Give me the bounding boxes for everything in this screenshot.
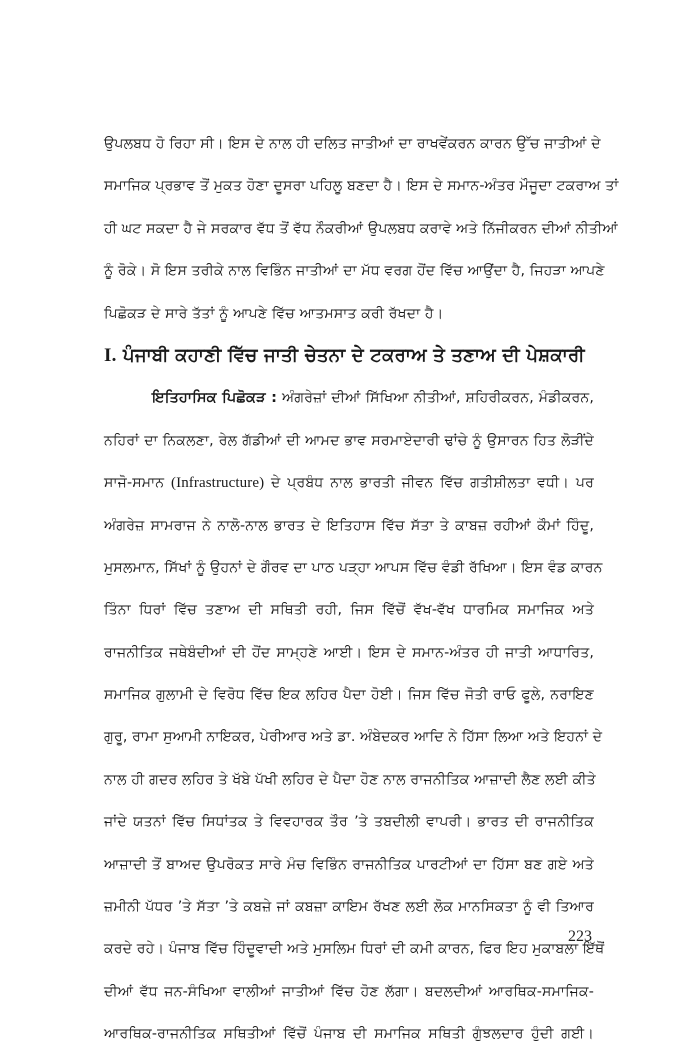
text-line: ਨਹਿਰਾਂ ਦਾ ਨਿਕਲਣਾ, ਰੇਲ ਗੱਡੀਆਂ ਦੀ ਆਮਦ ਭਾਵ ਸਰਮਾਏਦਾਰੀ ਢਾਂਚੇ ਨੂੰ ਉਸਾਰਨ ਹਿਤ ਲੋੜੀਂਦੇ xyxy=(104,432,594,449)
continuation-paragraph xyxy=(104,123,619,335)
text-line: ਗੁਰੂ, ਰਾਮਾ ਸੁਆਮੀ ਨਾਇਕਰ, ਪੇਰੀਆਰ ਅਤੇ ਡਾ. ਅੰਬੇਦਕਰ ਆਦਿ ਨੇ ਹਿੱਸਾ ਲਿਆ ਅਤੇ ਇਹਨਾਂ ਦੇ xyxy=(104,729,603,746)
text-line: ਜ਼ਮੀਨੀ ਪੱਧਰ ’ਤੇ ਸੱਤਾ ’ਤੇ ਕਬਜ਼ੇ ਜਾਂ ਕਬਜ਼ਾ ਕਾਇਮ ਰੱਖਣ ਲਈ ਲੋਕ ਮਾਨਸਿਕਤਾ ਨੂੰ ਵੀ ਤਿਆਰ xyxy=(104,899,594,916)
text-line xyxy=(104,462,594,504)
section-title: ਪੰਜਾਬੀ ਕਹਾਣੀ ਵਿੱਚ ਜਾਤੀ ਚੇਤਨਾ ਦੇ ਟਕਰਾਅ ਤੇ ਤਣਾਅ ਦੀ ਪੇਸ਼ਕਾਰੀ xyxy=(123,344,585,366)
text-fragment: ਅੰਗਰੇਜ਼ਾਂ ਦੀਆਂ ਸਿੱਖਿਆ ਨੀਤੀਆਂ, ਸ਼ਹਿਰੀਕਰਨ, ਮੰਡੀਕਰਨ, xyxy=(281,390,594,407)
section-heading xyxy=(104,335,594,377)
text-line: ਨਾਲ ਹੀ ਗਦਰ ਲਹਿਰ ਤੇ ਖੱਬੇ ਪੱਖੀ ਲਹਿਰ ਦੇ ਪੈਦਾ ਹੋਣ ਨਾਲ ਰਾਜਨੀਤਿਕ ਆਜ਼ਾਦੀ ਲੈਣ ਲਈ ਕੀਤੇ xyxy=(104,771,596,788)
subsection-lead-label: ਇਤਿਹਾਸਿਕ ਪਿਛੋਕੜ : xyxy=(152,389,278,407)
historical-background-paragraph xyxy=(104,377,605,1055)
text-line: ਆਜ਼ਾਦੀ ਤੋਂ ਬਾਅਦ ਉਪਰੋਕਤ ਸਾਰੇ ਮੰਚ ਵਿਭਿੰਨ ਰਾਜਨੀਤਿਕ ਪਾਰਟੀਆਂ ਦਾ ਹਿੱਸਾ ਬਣ ਗਏ ਅਤੇ xyxy=(104,856,594,873)
document-page xyxy=(104,123,619,1056)
text-line xyxy=(104,377,594,419)
text-fragment: ਦੇ ਪ੍ਰਬੰਧ ਨਾਲ ਭਾਰਤੀ ਜੀਵਨ ਵਿੱਚ ਗਤੀਸ਼ੀਲਤਾ ਵਧੀ। ਪਰ xyxy=(271,475,594,492)
text-line: ਦੀਆਂ ਵੱਧ ਜਨ-ਸੰਖਿਆ ਵਾਲੀਆਂ ਜਾਤੀਆਂ ਵਿੱਚ ਹੋਣ ਲੱਗਾ। ਬਦਲਦੀਆਂ ਆਰਥਿਕ-ਸਮਾਜਿਕ- xyxy=(104,983,594,1000)
text-line: ਸਮਾਜਿਕ ਗੁਲਾਮੀ ਦੇ ਵਿਰੋਧ ਵਿੱਚ ਇਕ ਲਹਿਰ ਪੈਦਾ ਹੋਈ। ਜਿਸ ਵਿੱਚ ਜੋਤੀ ਰਾਓ ਫੂਲੇ, ਨਰਾਇਣ xyxy=(104,687,594,704)
text-line: ਪਿਛੋਕੜ ਦੇ ਸਾਰੇ ਤੱਤਾਂ ਨੂੰ ਆਪਣੇ ਵਿੱਚ ਆਤਮਸਾਤ ਕਰੀ ਰੱਖਦਾ ਹੈ। xyxy=(104,305,444,322)
text-line: ਜਾਂਦੇ ਯਤਨਾਂ ਵਿੱਚ ਸਿਧਾਂਤਕ ਤੇ ਵਿਵਹਾਰਕ ਤੌਰ ’ਤੇ ਤਬਦੀਲੀ ਵਾਪਰੀ। ਭਾਰਤ ਦੀ ਰਾਜਨੀਤਿਕ xyxy=(104,814,594,831)
text-fragment: ਸਾਜੋ-ਸਮਾਨ xyxy=(104,475,165,492)
text-line: ਆਰਥਿਕ-ਰਾਜਨੀਤਿਕ ਸਥਿਤੀਆਂ ਵਿੱਚੋਂ ਪੰਜਾਬ ਦੀ ਸਮਾਜਿਕ ਸਥਿਤੀ ਗੁੰਝਲਦਾਰ ਹੁੰਦੀ ਗਈ। xyxy=(104,1026,594,1043)
text-line: ਉਪਲਬਧ ਹੋ ਰਿਹਾ ਸੀ। ਇਸ ਦੇ ਨਾਲ ਹੀ ਦਲਿਤ ਜਾਤੀਆਂ ਦਾ ਰਾਖਵੇਂਕਰਨ ਕਾਰਨ ਉੱਚ ਜਾਤੀਆਂ ਦੇ xyxy=(104,136,601,152)
section-number: I. xyxy=(104,344,117,366)
text-line: ਕਰਦੇ ਰਹੇ। ਪੰਜਾਬ ਵਿੱਚ ਹਿੰਦੂਵਾਦੀ ਅਤੇ ਮੁਸਲਿਮ ਧਿਰਾਂ ਦੀ ਕਮੀ ਕਾਰਨ, ਫਿਰ ਇਹ ਮੁਕਾਬਲਾ ਇੱਥੋਂ xyxy=(104,941,605,958)
english-term: (Infrastructure) xyxy=(171,475,265,492)
text-line: ਅੰਗਰੇਜ਼ ਸਾਮਰਾਜ ਨੇ ਨਾਲੋ-ਨਾਲ ਭਾਰਤ ਦੇ ਇਤਿਹਾਸ ਵਿੱਚ ਸੱਤਾ ਤੇ ਕਾਬਜ਼ ਰਹੀਆਂ ਕੌਮਾਂ ਹਿੰਦੂ, xyxy=(104,517,594,534)
text-line: ਤਿੰਨਾ ਧਿਰਾਂ ਵਿੱਚ ਤਣਾਅ ਦੀ ਸਥਿਤੀ ਰਹੀ, ਜਿਸ ਵਿੱਚੋਂ ਵੱਖ-ਵੱਖ ਧਾਰਮਿਕ ਸਮਾਜਿਕ ਅਤੇ xyxy=(104,602,594,619)
text-line: ਮੁਸਲਮਾਨ, ਸਿੱਖਾਂ ਨੂੰ ਉਹਨਾਂ ਦੇ ਗੌਰਵ ਦਾ ਪਾਠ ਪੜ੍ਹਾ ਆਪਸ ਵਿੱਚ ਵੰਡੀ ਰੱਖਿਆ। ਇਸ ਵੰਡ ਕਾਰਨ xyxy=(104,559,603,576)
page-number: 223 xyxy=(568,928,592,945)
text-line: ਰਾਜਨੀਤਿਕ ਜਥੇਬੰਦੀਆਂ ਦੀ ਹੋਂਦ ਸਾਮ੍ਹਣੇ ਆਈ। ਇਸ ਦੇ ਸਮਾਨ-ਅੰਤਰ ਹੀ ਜਾਤੀ ਆਧਾਰਿਤ, xyxy=(104,644,594,661)
text-line: ਨੂੰ ਰੋਕੇ। ਸੋ ਇਸ ਤਰੀਕੇ ਨਾਲ ਵਿਭਿੰਨ ਜਾਤੀਆਂ ਦਾ ਮੱਧ ਵਰਗ ਹੋਂਦ ਵਿੱਚ ਆਉਂਦਾ ਹੈ, ਜਿਹੜਾ ਆਪਣੇ xyxy=(104,263,605,280)
text-line: ਹੀ ਘਟ ਸਕਦਾ ਹੈ ਜੇ ਸਰਕਾਰ ਵੱਧ ਤੋਂ ਵੱਧ ਨੌਕਰੀਆਂ ਉਪਲਬਧ ਕਰਾਵੇ ਅਤੇ ਨਿੱਜੀਕਰਨ ਦੀਆਂ ਨੀਤੀਆਂ xyxy=(104,220,618,237)
text-line: ਸਮਾਜਿਕ ਪ੍ਰਭਾਵ ਤੋਂ ਮੁਕਤ ਹੋਣਾ ਦੂਸਰਾ ਪਹਿਲੂ ਬਣਦਾ ਹੈ। ਇਸ ਦੇ ਸਮਾਨ-ਅੰਤਰ ਮੌਜੂਦਾ ਟਕਰਾਅ ਤਾਂ xyxy=(104,178,619,195)
